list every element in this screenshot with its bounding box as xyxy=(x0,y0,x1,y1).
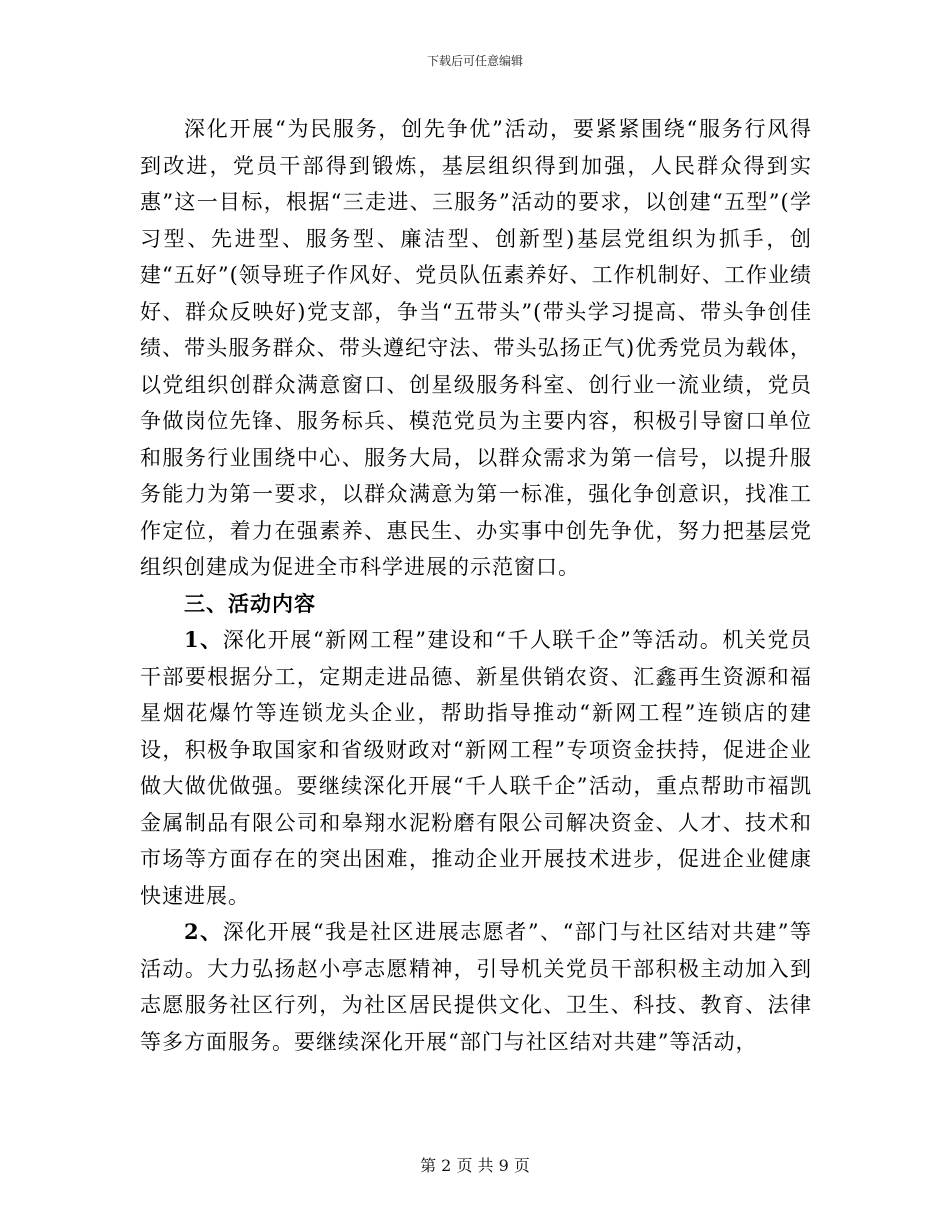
page-header: 下载后可任意编辑 xyxy=(426,54,523,68)
document-body xyxy=(140,111,812,1060)
intro-paragraph: 深化开展“为民服务，创先争优”活动，要紧紧围绕“服务行风得到改进，党员干部得到锻炼，基层组织得到加强，人民群众得到实惠”这一目标，根据“三走进、三服务”活动的要求，以创建“五型”(学习型、先进型、服务型、廉洁型、创新型)基层党组织为抓手，创建“五好”(领导班子作风好、党员队伍素养好、工作机制好、工作业绩好、群众反映好)党支部，争当“五带头”(带头学习提高、带头争创佳绩、带头服务群众、带头遵纪守法、带头弘扬正气)优秀党员为载体，以党组织创群众满意窗口、创星级服务科室、创行业一流业绩，党员争做岗位先锋、服务标兵、模范党员为主要内容，积极引导窗口单位和服务行业围绕中心、服务大局，以群众需求为第一信号，以提升服务能力为第一要求，以群众满意为第一标准，强化争创意识，找准工作定位，着力在强素养、惠民生、办实事中创先争优，努力把基层党组织创建成为促进全市科学进展的示范窗口。 xyxy=(140,117,812,579)
item-2-text: 深化开展“我是社区进展志愿者”、“部门与社区结对共建”等活动。大力弘扬赵小亭志愿精神，引导机关党员干部积极主动加入到志愿服务社区行列，为社区居民提供文化、卫生、科技、教育、法律等多方面服务。要继续深化开展“部门与社区结对共建”等活动， xyxy=(140,920,812,1054)
item-1-paragraph xyxy=(140,622,812,914)
item-2-paragraph xyxy=(140,914,812,1060)
page-footer: 第 2 页 共 9 页 xyxy=(420,1156,530,1175)
item-2-number: 2、 xyxy=(184,919,223,944)
item-1-text: 深化开展“新网工程”建设和“千人联千企”等活动。机关党员干部要根据分工，定期走进品德、新星供销农资、汇鑫再生资源和福星烟花爆竹等连锁龙头企业，帮助指导推动“新网工程”连锁店的建设，积极争取国家和省级财政对“新网工程”专项资金扶持，促进企业做大做优做强。要继续深化开展“千人联千企”活动，重点帮助市福凯金属制品有限公司和皋翔水泥粉磨有限公司解决资金、人才、技术和市场等方面存在的突出困难，推动企业开展技术进步，促进企业健康快速进展。 xyxy=(140,628,812,908)
item-1-number: 1、 xyxy=(184,627,223,652)
section-heading: 三、活动内容 xyxy=(184,590,316,616)
